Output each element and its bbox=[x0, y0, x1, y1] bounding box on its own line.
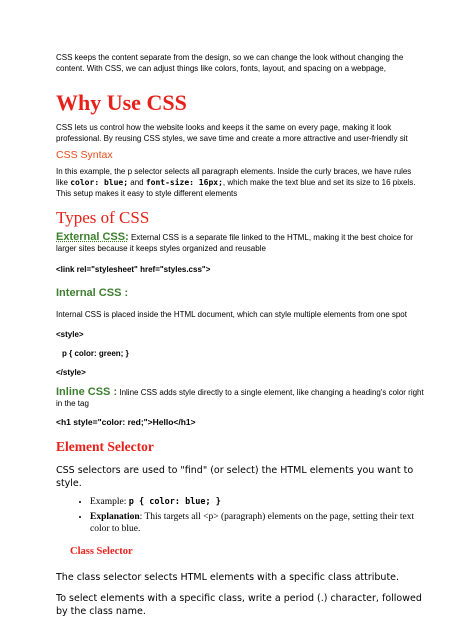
class-selector-heading: Class Selector bbox=[70, 546, 133, 557]
syntax-text-1: In this example, the p selector selects all paragraph elements. Inside the curly braces, we have rules like bbox=[56, 167, 412, 187]
external-css-label: External CSS: bbox=[56, 231, 129, 243]
list-item bbox=[90, 511, 424, 535]
inline-css-text: Inline CSS adds style directly to a single element, like changing a heading's color right in the tag bbox=[56, 388, 424, 408]
internal-css-label: Internal CSS : bbox=[56, 287, 129, 299]
intro-paragraph: CSS keeps the content separate from the design, so we can change the look without changing the content. With CSS, we can adjust things like colors, fonts, layout, and spacing on a webpage, bbox=[56, 53, 404, 73]
css-syntax-heading: CSS Syntax bbox=[56, 149, 113, 161]
why-paragraph: CSS lets us control how the website looks and keeps it the same on every page, making it look professional. By reusing CSS styles, we save time and create a more attractive and user-friendly sit bbox=[56, 123, 408, 143]
external-css-paragraph bbox=[56, 232, 424, 254]
class-selector-paragraph-2: To select elements with a specific class, write a period (.) character, followed by the class name. bbox=[56, 593, 422, 617]
list-item bbox=[90, 496, 424, 508]
external-css-text: External CSS is a separate file linked to the HTML, making it the best choice for larger sites because it keeps styles organized and reusable bbox=[56, 233, 413, 253]
types-of-css-heading: Types of CSS bbox=[56, 208, 150, 227]
example-label: Example: bbox=[90, 497, 129, 507]
internal-css-text: Internal CSS is placed inside the HTML document, which can style multiple elements from one spot bbox=[56, 310, 407, 319]
element-selector-heading: Element Selector bbox=[56, 439, 154, 454]
why-use-css-heading: Why Use CSS bbox=[56, 90, 187, 115]
syntax-code-2: font-size: 16px; bbox=[145, 178, 223, 187]
class-selector-paragraph-1: The class selector selects HTML elements with a specific class attribute. bbox=[56, 572, 400, 583]
internal-code-rule: p { color: green; } bbox=[62, 349, 129, 358]
element-selector-paragraph: CSS selectors are used to "find" (or select) the HTML elements you want to style. bbox=[56, 465, 414, 489]
example-list bbox=[56, 496, 424, 535]
explanation-text: : This targets all <p> (paragraph) elements on the page, setting their text color to blue. bbox=[90, 512, 415, 534]
syntax-text-2: and bbox=[128, 178, 146, 187]
inline-css-code: <h1 style="color: red;">Hello</h1> bbox=[56, 417, 196, 427]
example-code: p { color: blue; } bbox=[128, 497, 221, 507]
external-css-code: <link rel="stylesheet" href="styles.css"> bbox=[56, 265, 211, 274]
explanation-label: Explanation bbox=[90, 512, 140, 522]
syntax-paragraph bbox=[56, 166, 424, 199]
syntax-code-1: color: blue; bbox=[70, 178, 129, 187]
syntax-text-3: , which make the text blue and set its size to 16 pixels. This setup makes it easy to style different elements bbox=[56, 178, 416, 198]
internal-code-open: <style> bbox=[56, 330, 84, 339]
inline-css-paragraph bbox=[56, 387, 424, 409]
document-content bbox=[56, 52, 424, 618]
inline-css-label: Inline CSS : bbox=[56, 386, 118, 398]
internal-code-close: </style> bbox=[56, 368, 86, 377]
